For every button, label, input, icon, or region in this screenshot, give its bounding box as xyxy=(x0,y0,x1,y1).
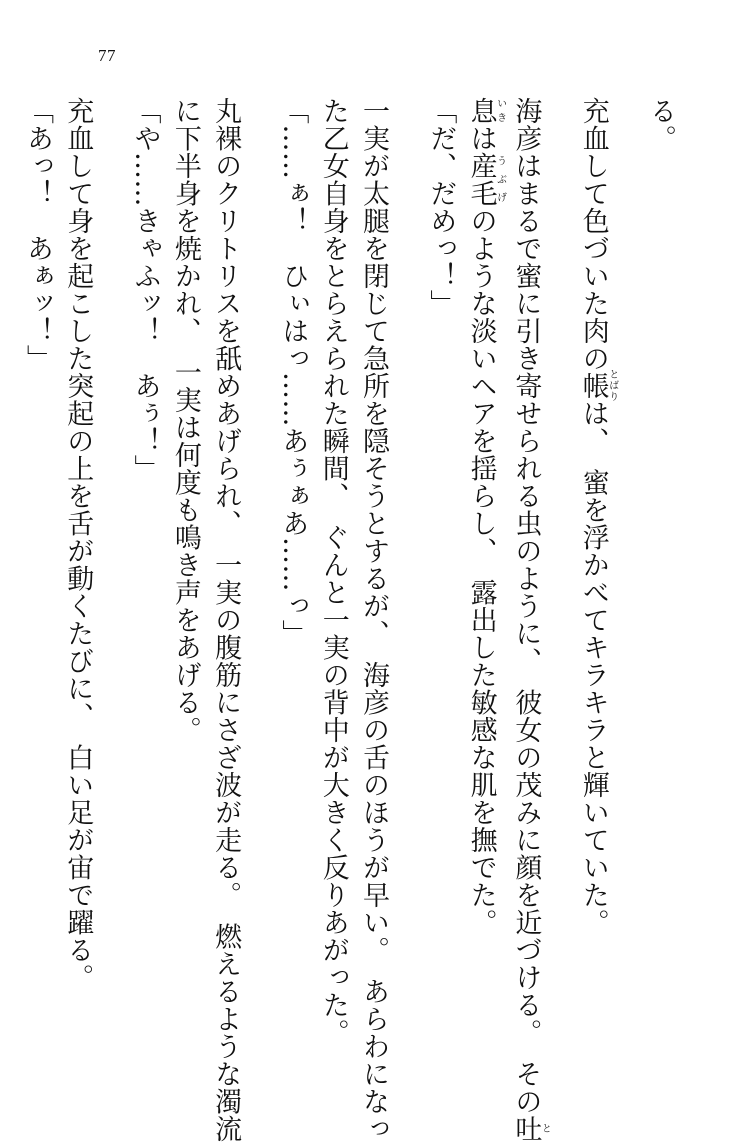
text-line xyxy=(57,97,124,1037)
text-segment: のような淡いヘアを揺らし、 露出した敏感な肌を撫でた。 xyxy=(465,207,497,936)
text-segment: 海彦はまるで蜜に引き寄せられる虫のように、 彼女の茂みに顔を近づける。 その xyxy=(510,97,542,1115)
ruby-word xyxy=(465,97,506,125)
ruby-base: 帳 xyxy=(577,369,609,403)
text-segment: 「だ、だめっ！」 xyxy=(425,97,457,317)
text-segment: 充血して色づいた肉の xyxy=(577,97,609,372)
text-line xyxy=(272,97,312,1037)
ruby-base: 産毛 xyxy=(465,152,497,207)
text-line xyxy=(17,97,57,1037)
ruby-word xyxy=(510,1115,551,1143)
text-segment: 「や……きゃふッ！ あぅ！」 xyxy=(129,97,161,482)
ruby-reading: と xyxy=(539,1115,551,1143)
text-line xyxy=(420,97,460,1037)
text-line xyxy=(353,97,420,1143)
text-segment: は、 蜜を浮かべてキラキラと輝いていた。 xyxy=(577,399,609,936)
ruby-base: 吐 xyxy=(510,1115,542,1143)
ruby-word xyxy=(577,369,618,403)
text-line xyxy=(205,97,272,1143)
text-segment: に下半身を焼かれ、 一実は何度も鳴き声をあげる。 xyxy=(169,97,201,744)
vertical-text-body xyxy=(21,97,680,1143)
text-segment: 一実が太腿を閉じて急所を隠そうとするが、 海彦の舌のほうが早い。 あらわになっ xyxy=(358,97,390,1143)
text-segment: は xyxy=(465,124,497,152)
text-line xyxy=(312,97,352,1046)
text-line xyxy=(505,97,572,1143)
ruby-word xyxy=(465,152,506,207)
text-segment: 充血して身を起こした突起の上を舌が動くたびに、 白い足が宙で躍る。 xyxy=(62,97,94,991)
text-segment: 「あっ！ あぁッ！」 xyxy=(21,97,53,372)
page-number: 77 xyxy=(98,46,116,65)
text-segment: る。 xyxy=(645,97,676,152)
text-line xyxy=(165,97,205,1037)
text-line xyxy=(124,97,164,1037)
ruby-base: 息 xyxy=(465,97,497,125)
ruby-reading: いき xyxy=(494,97,506,125)
text-line xyxy=(460,97,505,1037)
text-segment: 丸裸のクリトリスを舐めあげられ、 一実の腹筋にさざ波が走る。 燃えるような濁流 xyxy=(210,97,242,1143)
text-segment: 「……ぁ！ ひぃはっ……あぅぁあ……っ」 xyxy=(277,97,309,647)
ruby-reading: とばり xyxy=(606,369,618,403)
text-line xyxy=(572,97,639,1037)
ruby-reading: うぶげ xyxy=(494,152,506,207)
text-line xyxy=(640,97,680,1037)
text-segment: た乙女自身をとらえられた瞬間、 ぐんと一実の背中が大きく反りあがった。 xyxy=(317,97,349,1046)
text-line xyxy=(0,97,17,1037)
